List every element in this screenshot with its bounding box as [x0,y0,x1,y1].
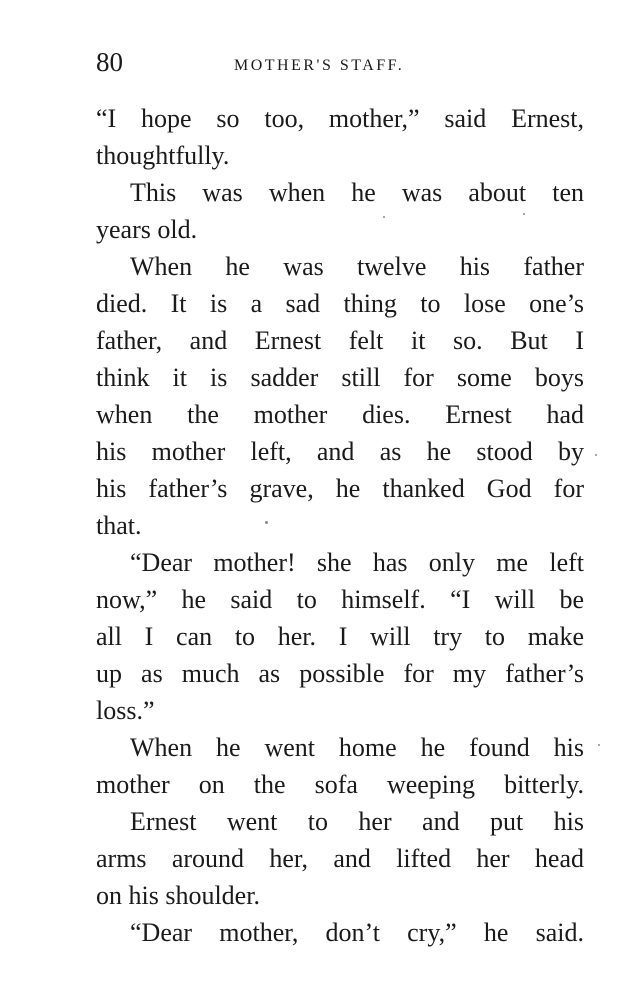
text-line: up as much as possible for my father’s [96,659,584,688]
text-line: “Dear mother! she has only me left [130,548,584,577]
text-line: When he went home he found his [130,733,584,762]
text-line: thoughtfully. [96,141,230,170]
text-line: that. [96,511,142,540]
text-line: when the mother dies. Ernest had [96,400,584,429]
page-header [96,44,584,80]
text-line: “I hope so too, mother,” said Ernest, [96,104,584,133]
text-line: his father’s grave, he thanked God for [96,474,584,503]
body-text [96,100,584,951]
text-line: now,” he said to himself. “I will be [96,585,584,614]
text-line: think it is sadder still for some boys [96,363,584,392]
paper-speck [523,213,525,215]
text-line: his mother left, and as he stood by [96,437,584,466]
text-line: “Dear mother, don’t cry,” he said. [130,918,584,947]
paper-speck [383,216,385,218]
text-line: loss.” [96,696,155,725]
text-line: all I can to her. I will try to make [96,622,584,651]
paper-speck [595,454,597,456]
text-line: mother on the sofa weeping bitterly. [96,770,584,799]
text-line: years old. [96,215,198,244]
text-line: Ernest went to her and put his [130,807,584,836]
paper-speck [265,521,268,524]
text-line: When he was twelve his father [130,252,584,281]
running-title: MOTHER'S STAFF. [234,57,405,74]
text-line: This was when he was about ten [130,178,584,207]
page-number: 80 [96,47,123,77]
text-line: arms around her, and lifted her head [96,844,584,873]
text-line: father, and Ernest felt it so. But I [96,326,584,355]
text-line: died. It is a sad thing to lose one’s [96,289,584,318]
text-line: on his shoulder. [96,881,260,910]
paper-speck [598,744,600,746]
